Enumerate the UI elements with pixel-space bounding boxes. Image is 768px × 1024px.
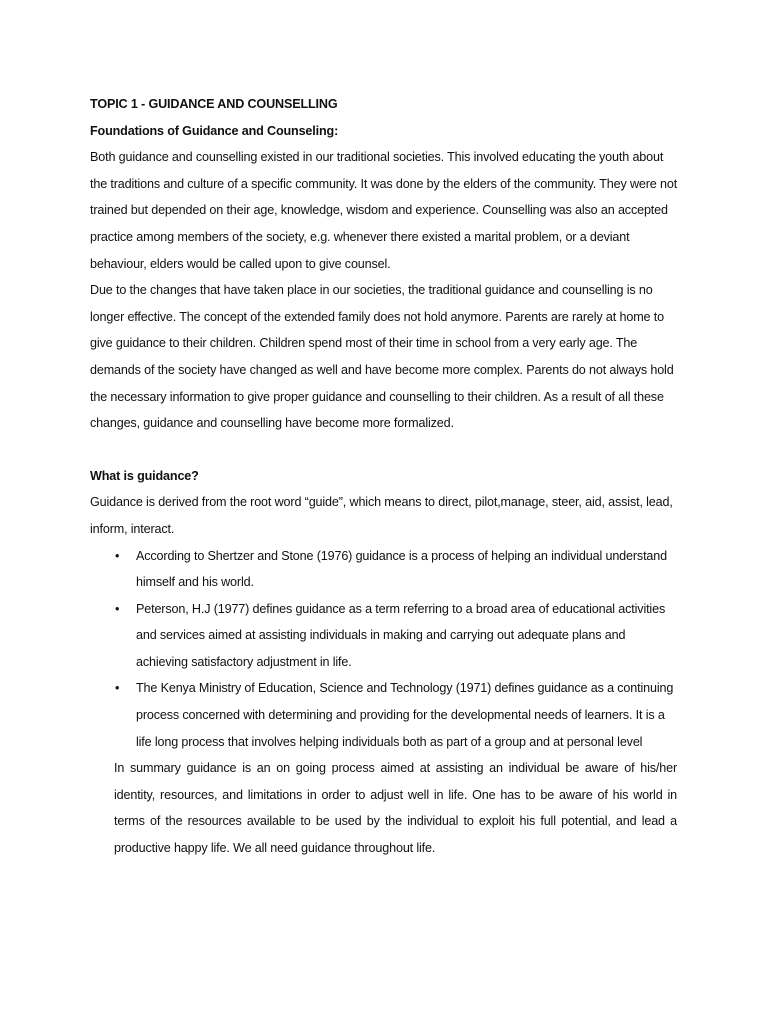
- definition-item: [90, 596, 680, 676]
- section-spacer: [90, 437, 680, 463]
- bullet-icon: •: [115, 548, 120, 563]
- definition-text: Peterson, H.J (1977) defines guidance as a term referring to a broad area of educational activities and services aimed at assisting individuals in making and carrying out adequate plans and achieving satisfactory adjustment in life.: [136, 601, 666, 669]
- definition-text: The Kenya Ministry of Education, Science and Technology (1971) defines guidance as a continuing process concerned with determining and providing for the developmental needs of learners. It is a life long process that involves helping individuals both as part of a group and at personal level: [136, 681, 674, 749]
- bullet-icon: •: [115, 681, 120, 696]
- definitions-list: [90, 543, 680, 756]
- definition-text: According to Shertzer and Stone (1976) guidance is a process of helping an individual understand himself and his world.: [136, 548, 667, 590]
- definition-item: [90, 543, 680, 596]
- guidance-heading: What is guidance?: [90, 468, 199, 483]
- summary-paragraph: In summary guidance is an on going process aimed at assisting an individual be aware of his/her identity, resources, and limitations in order to adjust well in life. One has to be aware of his world in terms of the resources available to be used by the individual to exploit his full potential, and lead a productive happy life. We all need guidance throughout life.: [114, 761, 677, 856]
- definition-item: [90, 675, 680, 755]
- foundations-heading: Foundations of Guidance and Counseling:: [90, 123, 339, 138]
- bullet-icon: •: [115, 601, 120, 616]
- guidance-intro: Guidance is derived from the root word “guide”, which means to direct, pilot,manage, steer, aid, assist, lead, inform, interact.: [90, 495, 673, 536]
- foundations-paragraph-1: Both guidance and counselling existed in our traditional societies. This involved educating the youth about the traditions and culture of a specific community. It was done by the elders of the community. They were not trained but depended on their age, knowledge, wisdom and experience. Counselling was also an accepted practice among members of the society, e.g. whenever there existed a marital problem, or a deviant behaviour, elders would be called upon to give counsel.: [90, 150, 678, 271]
- document-body: [90, 91, 680, 862]
- topic-title: TOPIC 1 - GUIDANCE AND COUNSELLING: [90, 97, 338, 111]
- foundations-paragraph-2: Due to the changes that have taken place in our societies, the traditional guidance and counselling is no longer effective. The concept of the extended family does not hold anymore. Parents are rarely at home to give guidance to their children. Children spend most of their time in school from a very early age. The demands of the society have changed as well and have become more complex. Parents do not always hold the necessary information to give proper guidance and counselling to their children. As a result of all these changes, guidance and counselling have become more formalized.: [90, 283, 674, 431]
